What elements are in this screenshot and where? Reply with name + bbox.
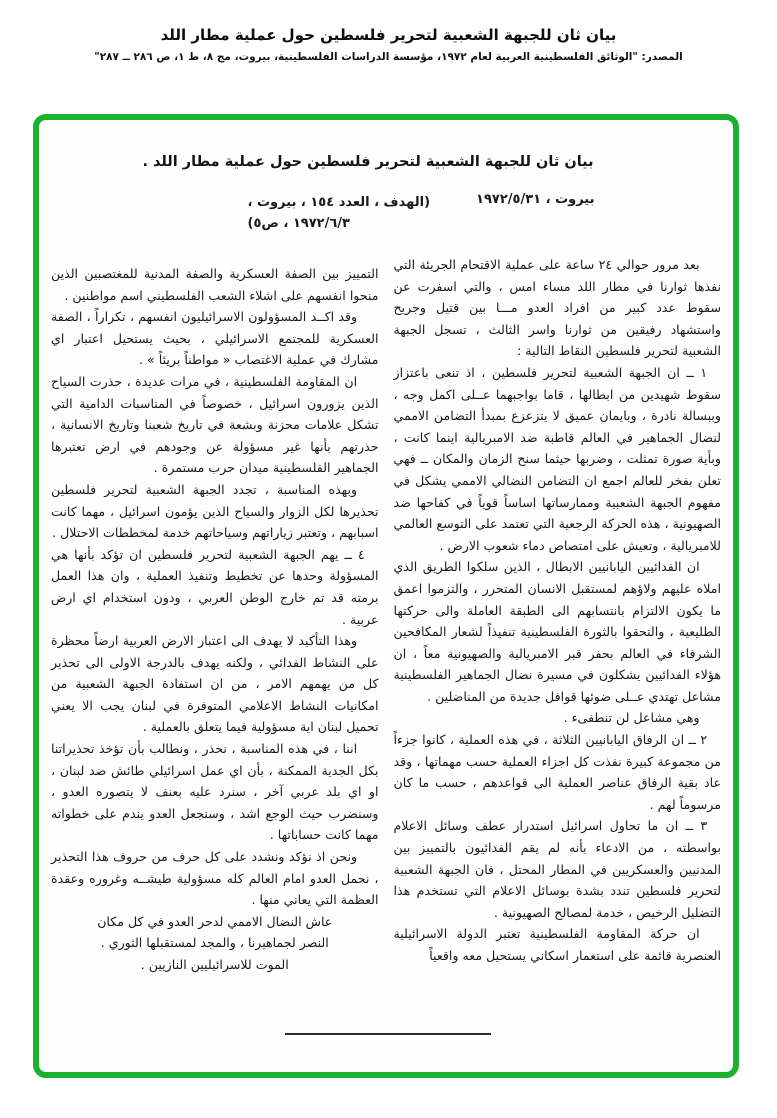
paragraph: ٢ ــ ان الرفاق اليابانيين الثلاثة ، في هذه العملية ، كانوا جزءاً من مجموعة كبيرة نفذت كل اجزاء العملية حسب مهماتها ، وقد عاد بقية الرفاق عناصر العملية الى قواعدهم ، حسب ما كان مرسوماً لهم . xyxy=(393,732,721,812)
page-title: بيان ثان للجبهة الشعبية لتحرير فلسطين حول عملية مطار اللد xyxy=(160,26,617,44)
text-columns xyxy=(39,254,733,1002)
doc-heading: بيان ثان للجبهة الشعبية لتحرير فلسطين حول عملية مطار اللد . xyxy=(142,154,594,170)
paragraph: بعد مرور حوالي ٢٤ ساعة على عملية الاقتحام الجريئة التي نفذها ثوارنا في مطار اللد مساء امس ، والتي اسفرت عن سقوط عدد كبير من افراد العدو مـــا بين قتيل وجريح واستشهاد رفيقين من ثوارنا واسر الثالث ، تسجل الجبهة الشعبية لتحرير فلسطين النقاط التالية : xyxy=(393,257,721,359)
paragraph: وقد اكــد المسؤولون الاسرائيليون انفسهم ، تكراراً ، الصفة العسكرية للمجتمع الاسرائيلي ، بحيث يستحيل اعتبار اي مشارك في عملية الاغتصاب « مواطناً بريئاً » . xyxy=(51,309,379,368)
paragraph: ١ ــ ان الجبهة الشعبية لتحرير فلسطين ، اذ تنعى باعتزاز سقوط شهيدين من ابطالها ، قاما بواجبهما عــلى اكمل وجه ، وببسالة نادرة ، وبايمان عميق لا يتزعزع بمبدأ التضامن الاممي لنضال الجماهير في العالم قاطبة ضد الامبريالية اينما كانت ، وبأية صورة تمثلت ، وضربها حيثما سنح الزمان والمكان ــ فهي تعلن بفخر للعالم اجمع ان التضامن النضالي الاممي يشكل في مفهوم الجبهة الشعبية وممارساتها اساساً قوياً في كفاحها ضد الصهيونية ، هذه الحركة الرجعية التي تعتمد على التوسع العالمي للامبريالية ، وتعيش على امتصاص دماء شعوب الارض . xyxy=(393,364,721,553)
paragraph: وهذا التأكيد لا يهدف الى اعتبار الارض العربية ارضاً محظرة على النشاط الفدائي ، ولكنه يهدف بالدرجة الاولى الى تحذير كل من يهمهم الامر ، من ان استفادة الجبهة الشعبية من امكانيات النشاط الاعلامي المتوفرة في لبنان يجب الا يعني تحميل لبنان اية مسؤولية فيما يتعلق بالعملية . xyxy=(51,633,379,735)
citation xyxy=(248,192,431,234)
footnote-divider xyxy=(285,1033,491,1035)
document-scan xyxy=(39,154,733,1106)
page xyxy=(0,26,777,1118)
paragraph: وبهذه المناسبة ، تجدد الجبهة الشعبية لتحرير فلسطين تحذيرها لكل الزوار والسياح الذين يؤمون اسرائيل ، مهما كانت اسبابهم ، وتعتبر زياراتهم وسياحاتهم خدمة لمخططات الاحتلال . xyxy=(51,481,379,541)
dateline xyxy=(39,192,733,234)
paragraph: ان المقاومة الفلسطينية ، في مرات عديدة ، حذرت السياح الذين يزورون اسرائيل ، خصوصاً في المناسبات الدامية التي تشكل علامات محزنة وبشعة في تاريخ شعبنا وتاريخ الانسانية ، حذرتهم بأنها غير مسؤولة عن وجودهم في ارض تعتبرها الجماهير الفلسطينية ميدان حرب مستمرة . xyxy=(51,373,379,476)
paragraph: اننا ، في هذه المناسبة ، نحذر ، ونطالب بأن تؤخذ تحذيراتنا بكل الجدية الممكنة ، بأن اي عمل اسرائيلي طائش ضد لبنان ، او اي بلد عربي آخر ، سنرد عليه بعنف لا يتصوره العدو ، وسنضرب حيث الوجع اشد ، وسنجعل العدو يندم على خطواته مهما كانت حساباتها . xyxy=(51,741,379,843)
slogan-line: النصر لجماهيرنا ، والمجد لمستقبلها الثوري . xyxy=(100,935,329,951)
paragraph: ونحن اذ نؤكد ونشدد على كل حرف من حروف هذا التحذير ، نحمل العدو امام العالم كله مسؤولية طيشــه وغروره وعقدة العظمة التي يعاني منها . xyxy=(51,849,379,908)
paragraph: ان حركة المقاومة الفلسطينية تعتبر الدولة الاسرائيلية العنصرية قائمة على استعمار اسكاني يستحيل معه واقعياً xyxy=(393,926,721,963)
paragraph: ٤ ــ يهم الجبهة الشعبية لتحرير فلسطين ان تؤكد بأنها هي المسؤولة وحدها عن تخطيط وتنفيذ العملية ، وان هذا العمل برمته قد تم خارج الوطن العربي ، ودون استخدام اي ارض عربية . xyxy=(51,546,379,627)
citation-line-2: ١٩٧٢/٦/٣ ، ص٥) xyxy=(247,216,350,231)
slogan-line: الموت للاسرائيليين النازيين . xyxy=(140,957,289,972)
source-line: المصدر: "الوثائق الفلسطينية العربية لعام ١٩٧٢، مؤسسة الدراسات الفلسطينية، بيروت، مج ٨، ط ١، ص ٢٨٦ ــ ٢٨٧" xyxy=(94,51,683,63)
document-frame xyxy=(33,114,739,1078)
paragraph: ٣ ــ ان ما تحاول اسرائيل استدرار عطف وسائل الاعلام بواسطته ، من الادعاء بأنه لم يقم الفدائيون بالتمييز بين المدنيين والعسكريين في المطار المحتل ، فان الجبهة الشعبية لتحرير فلسطين تندد بشدة بوسائل الاعلام التي تستخدم هذا التضليل الرخيص ، خدمة لمصالح الصهيونية . xyxy=(393,818,721,920)
paragraph: ان الفدائيين اليابانيين الابطال ، الذين سلكوا الطريق الذي املاه عليهم ولاؤهم لمستقبل الانسان المتحرر ، والتزموا اعمق ما يكون الالتزام بانتسابهم الى الطبقة العاملة والى حركتها الطليعية ، والتحقوا بالثورة الفلسطينية تنفيذاً لشعار المكافحين الشرفاء في العالم بحفر قبر الامبريالية والصهيونية معاً ، ان هؤلاء الفدائيين يشكلون في مسيرة نضال الجماهير الفلسطينية مشاعل تهتدي عــلى ضوئها قوافل جديدة من المناضلين . xyxy=(393,559,721,704)
slogan-line: عاش النضال الاممي لدحر العدو في كل مكان xyxy=(97,913,333,929)
paragraph: وهي مشاعل لن تنطفىء . xyxy=(563,710,700,726)
dateline-place-date: بيروت ، ١٩٧٢/٥/٣١ xyxy=(476,192,595,207)
paragraph: التمييز بين الصفة العسكرية والصفة المدنية للمغتصبين الذين منحوا انفسهم على اشلاء الشعب الفلسطيني اسم مواطنين . xyxy=(51,266,379,303)
column-left xyxy=(51,254,379,1002)
citation-line-1: (الهدف ، العدد ١٥٤ ، بيروت ، xyxy=(247,195,431,210)
column-right xyxy=(394,254,722,1002)
